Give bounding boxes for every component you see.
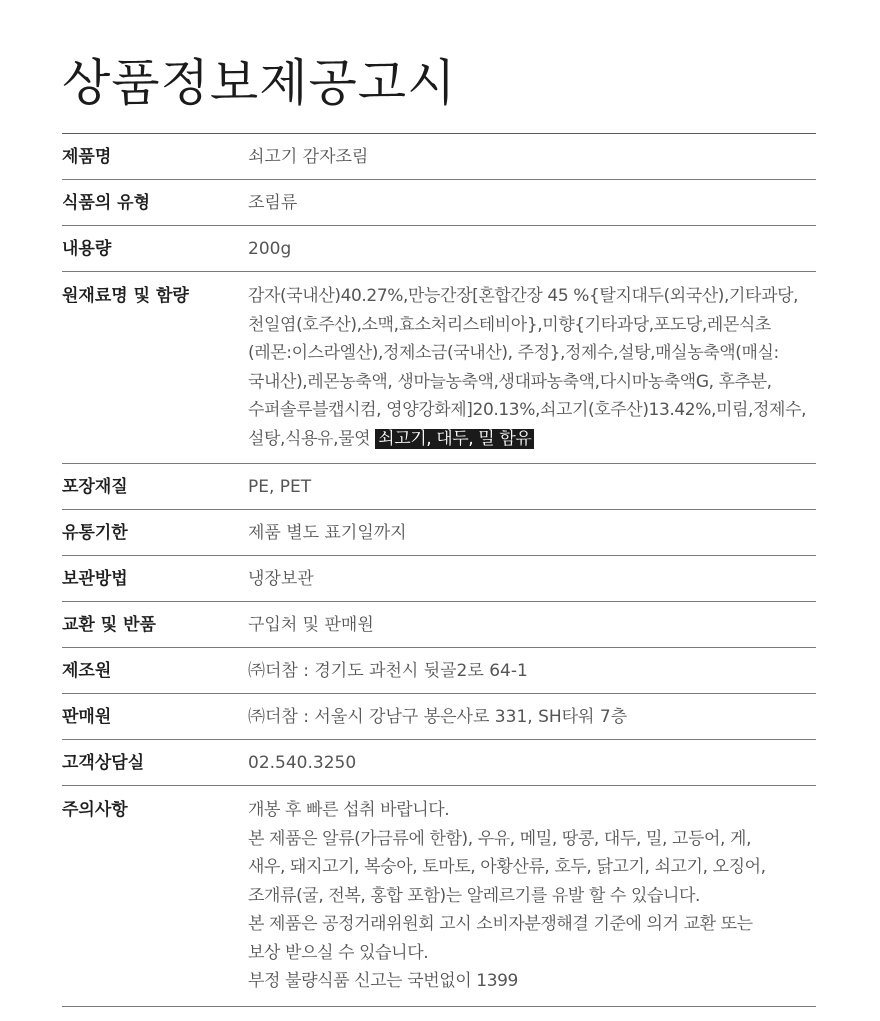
table-row-packaging xyxy=(62,464,816,510)
row-value: 조림류 xyxy=(248,192,298,213)
allergen-highlight: 쇠고기, 대두, 밀 함유 xyxy=(375,429,534,449)
ingredients-line-last xyxy=(248,425,816,454)
ingredients-line: 천일염(호주산),소맥,효소처리스테비아},미향{기타과당,포도당,레몬식초 xyxy=(248,314,771,335)
precautions-line: 부정 불량식품 신고는 국번없이 1399 xyxy=(248,971,518,991)
row-label: 포장재질 xyxy=(62,476,128,497)
table-row-net-weight xyxy=(62,226,816,272)
ingredients-line: 수퍼솔루블캡시컴, 영양강화제]20.13%,쇠고기(호주산)13.42%,미림,정제수, xyxy=(248,400,807,420)
row-label: 원재료명 및 함량 xyxy=(62,286,189,306)
row-value: ㈜더참 : 서울시 강남구 봉은사로 331, SH타워 7층 xyxy=(248,706,628,727)
table-row-product-name xyxy=(62,134,816,180)
row-value: 구입처 및 판매원 xyxy=(248,614,374,635)
row-label: 식품의 유형 xyxy=(62,192,151,213)
row-value: 02.540.3250 xyxy=(248,752,357,773)
ingredients-text xyxy=(248,282,816,453)
table-row-seller xyxy=(62,694,816,740)
table-row-storage xyxy=(62,556,816,602)
table-row-manufacturer xyxy=(62,648,816,694)
row-label: 제품명 xyxy=(62,146,112,167)
row-value: ㈜더참 : 경기도 과천시 뒷골2로 64-1 xyxy=(248,660,528,681)
ingredients-last-text: 설탕,식용유,물엿 xyxy=(248,428,376,449)
table-row-food-type xyxy=(62,180,816,226)
row-label: 유통기한 xyxy=(62,522,128,543)
row-label: 교환 및 반품 xyxy=(62,614,156,635)
precautions-line: 새우, 돼지고기, 복숭아, 토마토, 아황산류, 호두, 닭고기, 쇠고기, 오징어, xyxy=(248,857,766,877)
row-label: 판매원 xyxy=(62,706,112,727)
precautions-text xyxy=(248,796,816,996)
row-label: 보관방법 xyxy=(62,568,128,589)
table-row-exchange-return xyxy=(62,602,816,648)
product-info-table xyxy=(62,133,816,1007)
precautions-line: 본 제품은 알류(가금류에 한함), 우유, 메밀, 땅콩, 대두, 밀, 고등어, 게, xyxy=(248,828,752,849)
row-label: 주의사항 xyxy=(62,800,128,820)
precautions-line: 보상 받으실 수 있습니다. xyxy=(248,942,429,963)
table-row-customer-service xyxy=(62,740,816,786)
row-label: 고객상담실 xyxy=(62,752,145,773)
ingredients-line: (레몬:이스라엘산),정제소금(국내산), 주정},정제수,설탕,매실농축액(매실: xyxy=(248,343,779,363)
row-label: 내용량 xyxy=(62,238,112,259)
table-row-expiry xyxy=(62,510,816,556)
ingredients-line: 감자(국내산)40.27%,만능간장[혼합간장 45 %{탈지대두(외국산),기타과당, xyxy=(248,286,799,306)
row-value: 200g xyxy=(248,238,292,259)
page-title: 상품정보제공고시 xyxy=(62,54,457,112)
row-label: 제조원 xyxy=(62,660,112,681)
row-value: 제품 별도 표기일까지 xyxy=(248,522,407,543)
ingredients-line: 국내산),레몬농축액, 생마늘농축액,생대파농축액,다시마농축액G, 후추분, xyxy=(248,371,772,392)
precautions-line: 개봉 후 빠른 섭취 바랍니다. xyxy=(248,800,450,820)
precautions-line: 본 제품은 공정거래위원회 고시 소비자분쟁해결 기준에 의거 교환 또는 xyxy=(248,914,753,934)
row-value: 쇠고기 감자조림 xyxy=(248,146,369,167)
table-row-ingredients xyxy=(62,272,816,464)
table-row-precautions xyxy=(62,786,816,1007)
row-value: 냉장보관 xyxy=(248,568,314,589)
precautions-line: 조개류(굴, 전복, 홍합 포함)는 알레르기를 유발 할 수 있습니다. xyxy=(248,885,701,906)
row-value: PE, PET xyxy=(248,476,312,497)
